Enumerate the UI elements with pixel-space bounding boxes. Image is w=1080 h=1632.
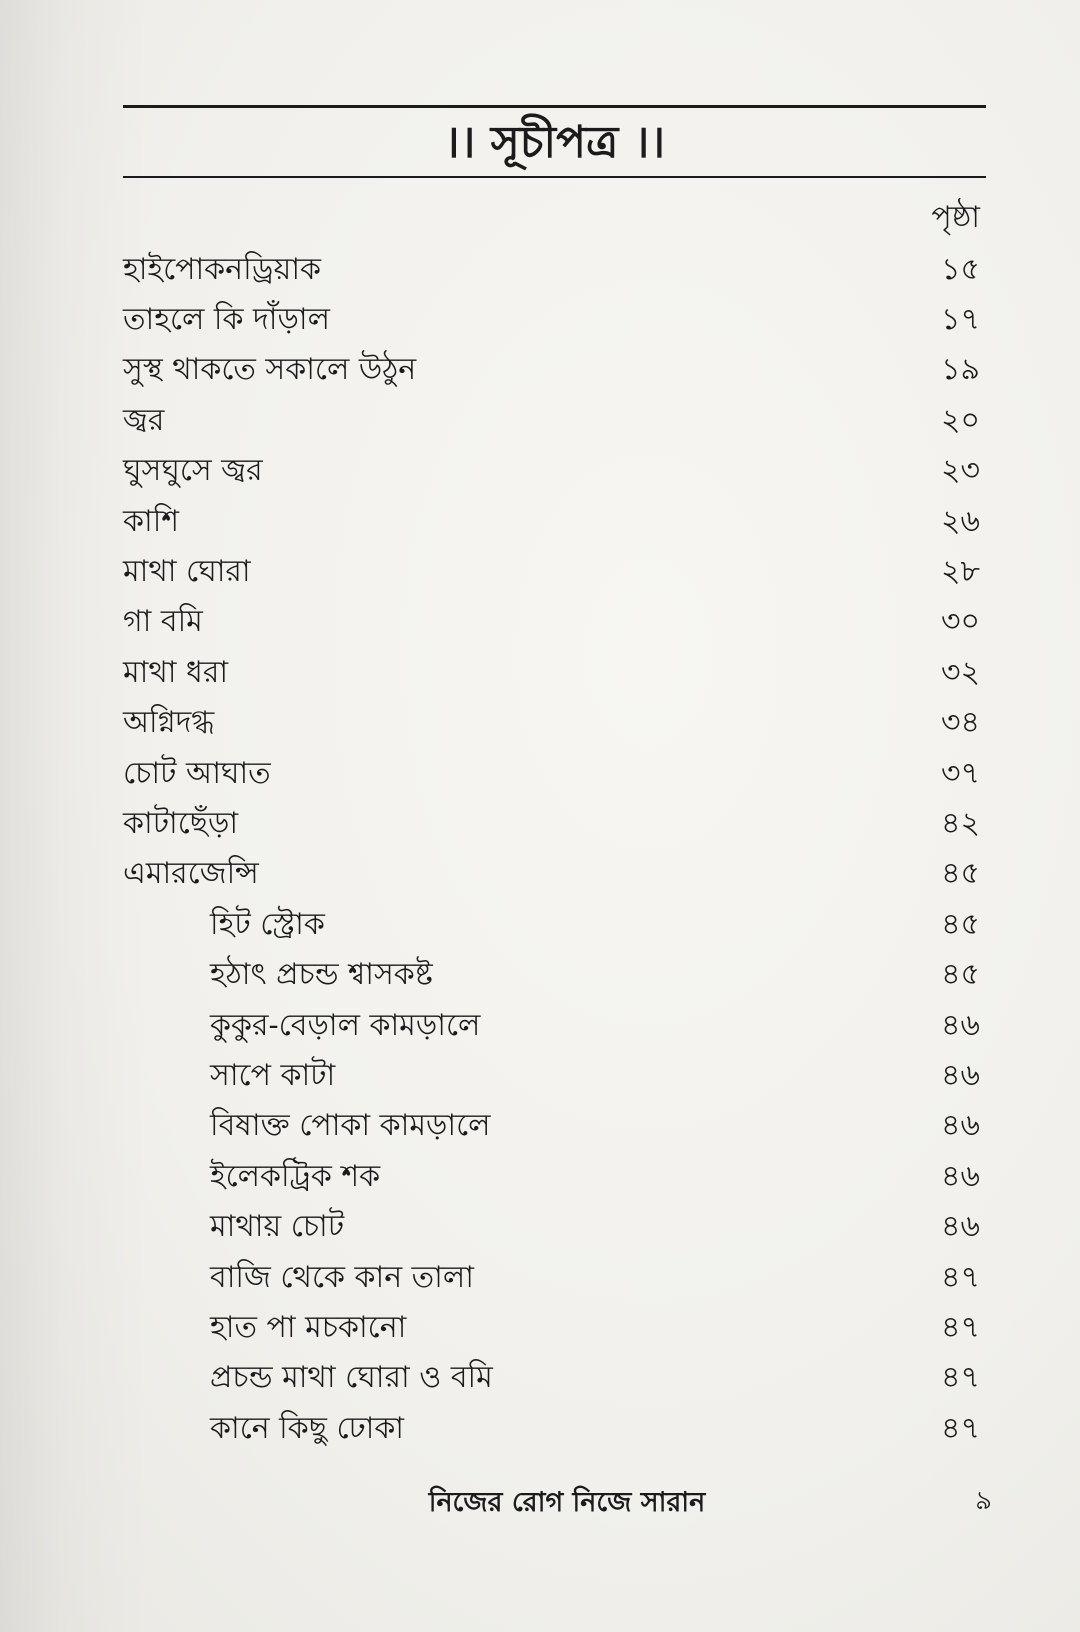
- toc-subentry: [123, 1152, 980, 1202]
- toc-entry-title: প্রচন্ড মাথা ঘোরা ও বমি: [210, 1360, 493, 1396]
- toc-entry-page-number: ৪৫: [941, 906, 980, 942]
- toc-entry-page-number: ৪৫: [941, 957, 980, 993]
- toc-entry: [123, 346, 980, 396]
- toc-entry: [123, 396, 980, 446]
- toc-entry-page-number: ৪৭: [941, 1360, 980, 1396]
- toc-entry-page-number: ২৩: [940, 453, 980, 489]
- toc-entry-title: ঘুসঘুসে জ্বর: [123, 453, 263, 489]
- toc-entry-title: জ্বর: [123, 402, 165, 438]
- page-column-label: পৃষ্ঠা: [931, 200, 980, 235]
- toc-entry-title: হাইপোকনড্রিয়াক: [123, 251, 322, 287]
- toc-entry-page-number: ৪২: [941, 806, 980, 841]
- toc-subentry: [123, 1253, 980, 1303]
- toc-entry: [123, 245, 980, 295]
- toc-entry-page-number: ১৭: [941, 302, 980, 338]
- toc-entry-title: মাথায় চোট: [210, 1209, 345, 1245]
- toc-entry-page-number: ৪৬: [941, 1057, 980, 1093]
- toc-entry: [123, 648, 980, 698]
- toc-entry: [123, 699, 980, 749]
- toc-entry-page-number: ৩৭: [940, 755, 980, 791]
- toc-subentry: [123, 1303, 980, 1353]
- toc-entry-page-number: ২০: [940, 402, 980, 438]
- toc-entry-title: কুকুর-বেড়াল কামড়ালে: [210, 1007, 481, 1043]
- title-bottom-rule: [123, 176, 986, 178]
- toc-entry-title: অগ্নিদগ্ধ: [123, 705, 215, 741]
- toc-entry-title: হঠাৎ প্রচন্ড শ্বাসকষ্ট: [210, 957, 433, 993]
- toc-entry: [123, 547, 980, 597]
- toc-entry-page-number: ৩০: [940, 604, 980, 640]
- toc-entry-page-number: ১৫: [941, 251, 980, 287]
- toc-subentry: [123, 950, 980, 1000]
- toc-entry: [123, 598, 980, 648]
- toc-entry-title: বাজি থেকে কান তালা: [210, 1259, 474, 1295]
- toc-entry: [123, 749, 980, 799]
- toc-subentry: [123, 1051, 980, 1101]
- toc-entry: [123, 447, 980, 497]
- toc-entry-title: সাপে কাটা: [210, 1057, 336, 1093]
- toc-entry-title: চোট আঘাত: [123, 755, 271, 791]
- toc-entry-title: সুস্থ থাকতে সকালে উঠুন: [123, 352, 417, 388]
- table-of-contents: [123, 245, 980, 1454]
- toc-entry-title: বিষাক্ত পোকা কামড়ালে: [210, 1108, 491, 1144]
- toc-entry-title: মাথা ধরা: [123, 654, 229, 690]
- toc-entry-title: কানে কিছু ঢোকা: [210, 1410, 405, 1446]
- toc-entry-page-number: ১৯: [941, 352, 980, 388]
- toc-entry-page-number: ৪৬: [941, 1108, 980, 1144]
- toc-entry-page-number: ৪৭: [941, 1259, 980, 1295]
- toc-entry-page-number: ৪৬: [941, 1209, 980, 1245]
- footer-book-title: নিজের রোগ নিজে সারান: [428, 1487, 706, 1518]
- toc-entry-page-number: ৪৭: [941, 1309, 980, 1345]
- toc-entry-title: কাশি: [123, 503, 180, 539]
- toc-entry: [123, 497, 980, 547]
- toc-entry-title: ইলেকট্রিক শক: [210, 1158, 381, 1194]
- toc-entry-title: হিট স্ট্রোক: [210, 906, 325, 942]
- toc-entry-page-number: ৪৬: [941, 1007, 980, 1043]
- toc-subentry: [123, 1354, 980, 1404]
- toc-entry-page-number: ৩৪: [941, 705, 980, 741]
- toc-entry-title: হাত পা মচকানো: [210, 1309, 407, 1345]
- toc-subentry: [123, 1202, 980, 1252]
- toc-entry-page-number: ২৬: [940, 503, 980, 539]
- toc-entry-page-number: ২৮: [941, 554, 980, 590]
- footer-page-number: ৯: [975, 1486, 992, 1516]
- toc-entry-title: তাহলে কি দাঁড়াল: [123, 302, 330, 338]
- toc-subentry: [123, 900, 980, 950]
- toc-entry-page-number: ৩২: [940, 654, 980, 690]
- toc-entry-page-number: ৪৭: [941, 1410, 980, 1446]
- toc-subentry: [123, 1102, 980, 1152]
- toc-entry-page-number: ৪৫: [941, 856, 980, 892]
- toc-entry: [123, 799, 980, 849]
- toc-entry-title: মাথা ঘোরা: [123, 554, 251, 590]
- toc-entry-title: কাটাছেঁড়া: [123, 806, 239, 841]
- toc-subentry: [123, 1404, 980, 1454]
- toc-entry: [123, 295, 980, 345]
- toc-entry-title: এমারজেন্সি: [123, 856, 259, 892]
- page-title: ।। সূচীপত্র ।।: [443, 117, 666, 168]
- toc-entry-page-number: ৪৬: [941, 1158, 980, 1194]
- toc-entry: [123, 850, 980, 900]
- toc-entry-title: গা বমি: [123, 604, 203, 640]
- title-top-rule: [123, 105, 986, 108]
- toc-subentry: [123, 1001, 980, 1051]
